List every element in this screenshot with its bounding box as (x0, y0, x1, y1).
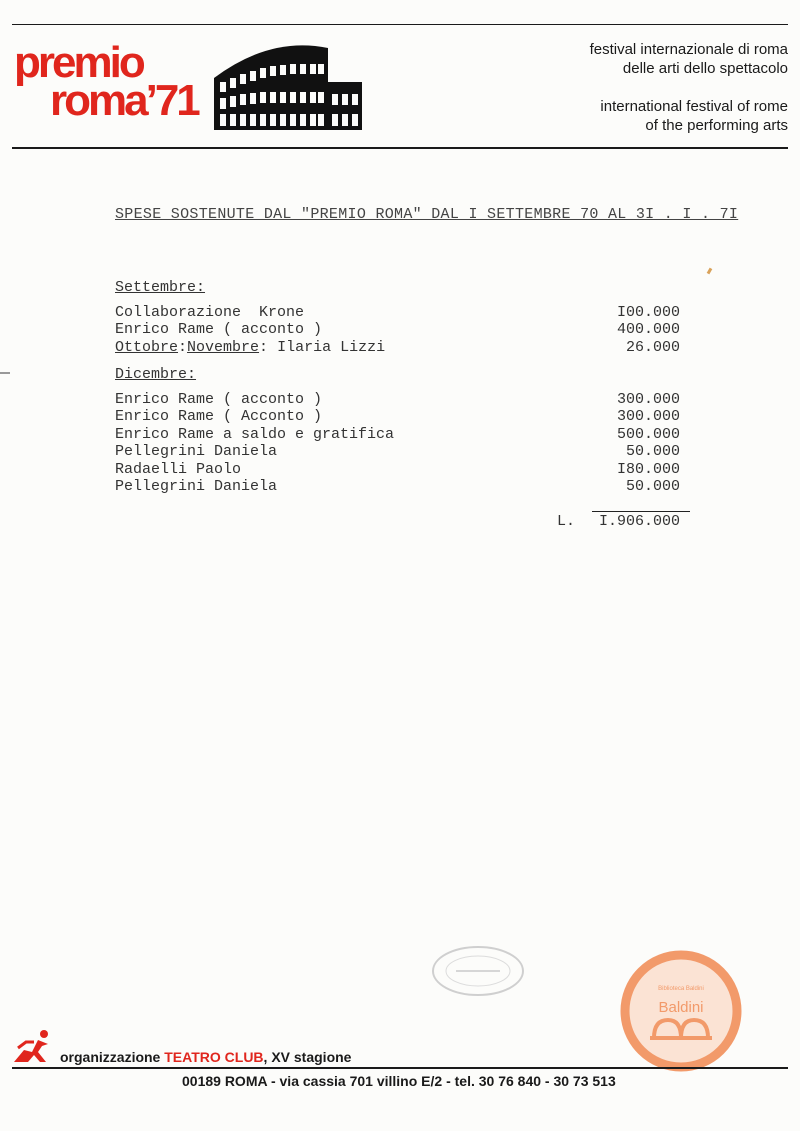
stamp-small-text: Biblioteca Baldini (658, 986, 704, 992)
section-heading-settembre: Settembre: (115, 279, 206, 296)
premio-roma-logo (14, 38, 198, 125)
heading-ottobre: Ottobre (115, 339, 179, 356)
expense-amount: 26.000 (625, 339, 680, 356)
footer-address: 00189 ROMA - via cassia 701 villino E/2 - tel. 30 76 840 - 30 73 513 (182, 1073, 616, 1089)
org-name: TEATRO CLUB (164, 1049, 264, 1065)
expense-label-text: Ilaria Lizzi (268, 339, 386, 356)
baldini-stamp-icon (620, 950, 742, 1072)
expense-row (115, 461, 680, 479)
header-english-line-1: international festival of rome (600, 98, 788, 115)
heading-colon: : (178, 339, 188, 356)
paper-speck (707, 268, 713, 275)
expense-row (115, 321, 680, 339)
expense-row (115, 408, 680, 426)
archive-stamp-icon (430, 943, 526, 999)
header-italian (590, 40, 788, 78)
section-heading-dicembre: Dicembre: (115, 366, 197, 383)
expense-label: Enrico Rame ( Acconto ) (115, 408, 323, 425)
expense-amount: I00.000 (616, 304, 680, 321)
footer-rule (12, 1067, 788, 1069)
heading-colon: : (259, 339, 269, 356)
expense-label: Collaborazione Krone (115, 304, 305, 321)
total-amount: I.906.000 (598, 513, 680, 530)
top-rule (12, 24, 788, 25)
header-bottom-rule (12, 147, 788, 149)
expense-label: Pellegrini Daniela (115, 478, 278, 495)
expense-amount: 500.000 (616, 426, 680, 443)
expense-amount: 300.000 (616, 391, 680, 408)
org-prefix: organizzazione (60, 1049, 161, 1065)
org-suffix: , XV stagione (263, 1049, 352, 1065)
header-italian-line-1: festival internazionale di roma (589, 41, 788, 58)
colosseum-icon (210, 38, 365, 134)
organizer-line (60, 1049, 351, 1065)
heading-novembre: Novembre (187, 339, 260, 356)
expense-amount: 50.000 (625, 443, 680, 460)
stamp-text: Baldini (658, 999, 704, 1016)
margin-mark (0, 372, 10, 374)
logo-line-1: premio (14, 38, 143, 87)
expense-amount: 400.000 (616, 321, 680, 338)
expense-label: Radaelli Paolo (115, 461, 242, 478)
expense-row (115, 443, 680, 461)
document-title: SPESE SOSTENUTE DAL "PREMIO ROMA" DAL I SETTEMBRE 70 AL 3I . I . 7I (115, 206, 739, 223)
expense-row (115, 478, 680, 496)
expense-label: Enrico Rame ( acconto ) (115, 321, 323, 338)
expense-amount: I80.000 (616, 461, 680, 478)
expense-row (115, 339, 680, 357)
header-english (600, 97, 788, 135)
header-italian-line-2: delle arti dello spettacolo (622, 60, 788, 77)
logo-line-2: roma’71 (50, 76, 198, 125)
header-english-line-2: of the performing arts (645, 117, 788, 134)
expense-label: Pellegrini Daniela (115, 443, 278, 460)
total-currency: L. (557, 513, 576, 530)
expense-row (115, 304, 680, 322)
expense-amount: 50.000 (625, 478, 680, 495)
expense-label: Enrico Rame ( acconto ) (115, 391, 323, 408)
expense-label: Enrico Rame a saldo e gratifica (115, 426, 395, 443)
expense-row (115, 426, 680, 444)
expense-amount: 300.000 (616, 408, 680, 425)
expense-label (115, 339, 385, 356)
theatre-club-figure-icon (10, 1028, 54, 1066)
expense-row (115, 391, 680, 409)
total-rule (592, 511, 690, 512)
